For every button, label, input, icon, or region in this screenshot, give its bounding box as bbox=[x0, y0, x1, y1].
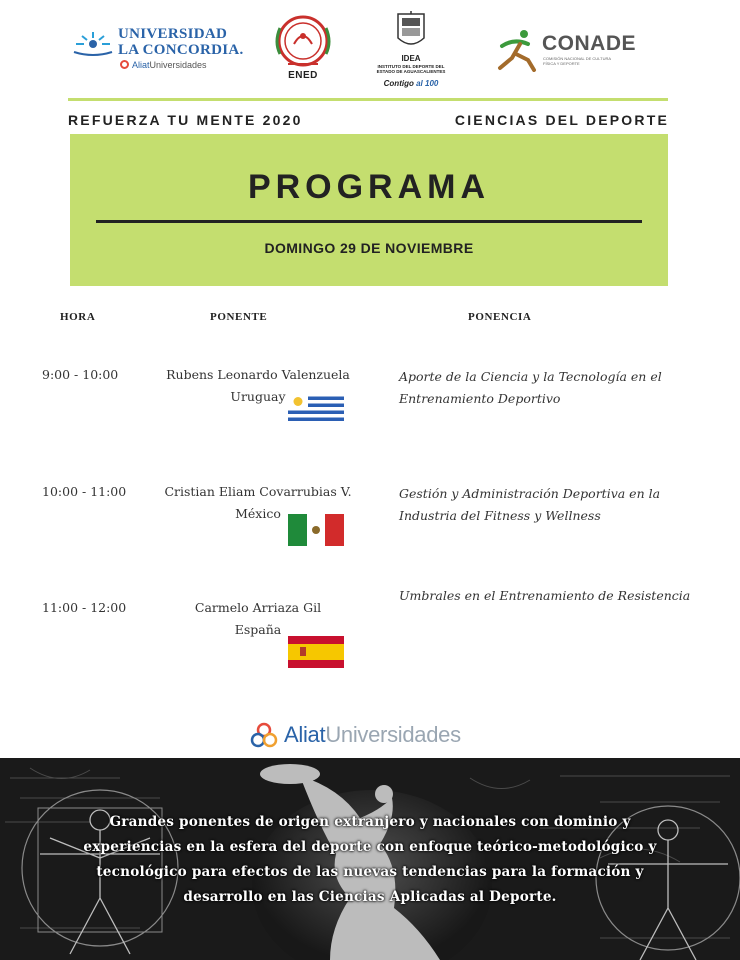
conade-runner-icon bbox=[494, 28, 540, 72]
footer-description bbox=[40, 810, 700, 910]
universidad-la-concordia-logo bbox=[70, 24, 244, 74]
udlc-emblem-icon bbox=[70, 28, 116, 58]
discobolus-banner bbox=[0, 758, 740, 960]
row-ponencia-line1: Umbrales en el Entrenamiento de Resistencia bbox=[399, 588, 691, 603]
row-ponente: Carmelo Arriaza Gil bbox=[194, 600, 322, 615]
udlc-aliat-b: Universidades bbox=[149, 60, 207, 70]
aliat-wordmark-a: Aliat bbox=[284, 722, 326, 747]
mexico-flag-icon bbox=[288, 514, 344, 546]
footer-text-line3: tecnológico para efectos de las nuevas tendencias para la formación y bbox=[96, 864, 644, 880]
event-date: DOMINGO 29 DE NOVIEMBRE bbox=[264, 240, 474, 256]
column-header-hora: HORA bbox=[60, 311, 96, 323]
udlc-aliat-a: Aliat bbox=[132, 60, 150, 70]
row-ponencia bbox=[399, 585, 690, 607]
row-hora: 11:00 - 12:00 bbox=[42, 600, 127, 615]
table-row bbox=[0, 588, 740, 710]
table-row bbox=[0, 367, 740, 477]
page-title: PROGRAMA bbox=[247, 168, 491, 206]
row-pais: España bbox=[234, 622, 282, 637]
conade-subtitle: COMISIÓN NACIONAL DE CULTURA FÍSICA Y DEPORTE bbox=[543, 56, 611, 66]
column-header-ponente: PONENTE bbox=[210, 311, 268, 323]
idea-title: IDEA bbox=[401, 54, 421, 63]
title-underline bbox=[96, 220, 642, 223]
udlc-aliat-tag bbox=[120, 60, 207, 70]
row-ponencia-line1: Gestión y Administración Deportiva en la bbox=[399, 486, 661, 501]
column-header-ponencia: PONENCIA bbox=[468, 311, 532, 323]
row-ponencia-line2: Entrenamiento Deportivo bbox=[399, 391, 561, 406]
idea-contigo bbox=[370, 79, 452, 88]
idea-contigo-a: Contigo bbox=[383, 79, 414, 88]
idea-subtitle: INSTITUTO DEL DEPORTE DEL ESTADO DE AGUASCALIENTES bbox=[376, 64, 446, 74]
row-ponente: Cristian Eliam Covarrubias V. bbox=[164, 484, 352, 499]
row-ponente: Rubens Leonardo Valenzuela bbox=[166, 367, 350, 382]
aliat-dot-icon bbox=[120, 60, 129, 69]
idea-logo bbox=[370, 10, 452, 92]
row-ponencia bbox=[399, 366, 662, 410]
row-ponencia bbox=[399, 483, 660, 527]
row-hora: 10:00 - 11:00 bbox=[42, 484, 127, 499]
footer-text-line2: experiencias en la esfera del deporte con enfoque teórico-metodológico y bbox=[83, 839, 657, 855]
aliat-wordmark-b: Universidades bbox=[325, 722, 461, 747]
uruguay-flag-icon bbox=[288, 393, 344, 425]
event-name: REFUERZA TU MENTE 2020 bbox=[68, 112, 303, 128]
idea-contigo-b: al 100 bbox=[416, 79, 439, 88]
row-ponencia-line2: Industria del Fitness y Wellness bbox=[399, 508, 601, 523]
ened-label: ENED bbox=[288, 70, 318, 81]
row-pais: México bbox=[235, 506, 281, 521]
aliat-wordmark bbox=[284, 722, 461, 748]
row-hora: 9:00 - 10:00 bbox=[42, 367, 119, 382]
sponsor-logos bbox=[0, 0, 740, 96]
conade-label: CONADE bbox=[542, 32, 637, 55]
conade-logo bbox=[494, 28, 654, 74]
table-row bbox=[0, 484, 740, 594]
top-divider bbox=[68, 98, 668, 101]
ened-seal-icon bbox=[270, 14, 336, 70]
row-pais: Uruguay bbox=[230, 389, 286, 404]
event-track: CIENCIAS DEL DEPORTE bbox=[454, 112, 669, 128]
aliat-knot-icon bbox=[250, 722, 278, 750]
udlc-name-line1: UNIVERSIDAD bbox=[118, 26, 228, 42]
row-ponencia-line1: Aporte de la Ciencia y la Tecnología en el bbox=[399, 369, 662, 384]
spain-flag-icon bbox=[288, 636, 344, 668]
ened-logo bbox=[270, 14, 336, 84]
footer-text-line4: desarrollo en las Ciencias Aplicadas al Deporte. bbox=[183, 889, 557, 905]
program-banner bbox=[70, 134, 668, 286]
udlc-name-line2: LA CONCORDIA. bbox=[118, 42, 244, 58]
idea-shield-icon bbox=[370, 10, 452, 54]
footer-text-line1: Grandes ponentes de origen extranjero y nacionales con dominio y bbox=[109, 814, 631, 830]
aliat-universidades-logo bbox=[250, 720, 490, 752]
